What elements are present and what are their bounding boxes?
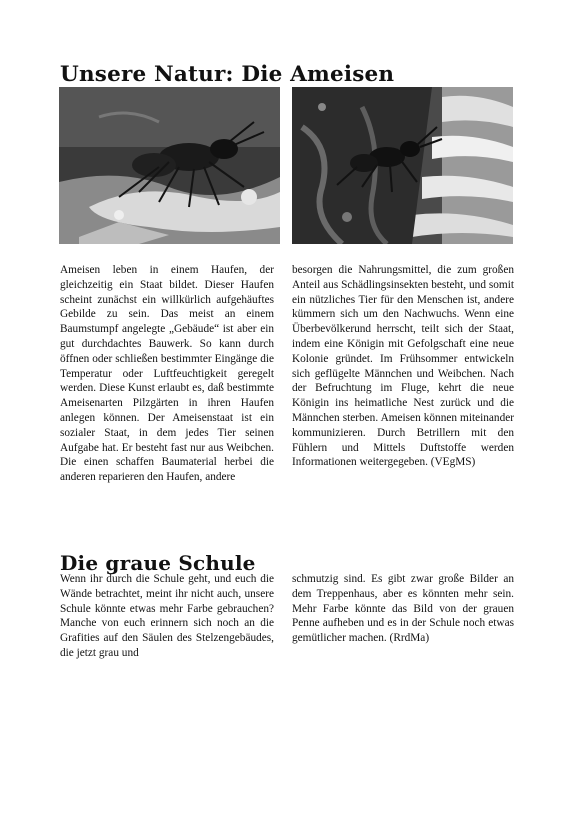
ant-on-plant-photo-icon [292, 87, 513, 244]
ant-photo-left [59, 87, 280, 244]
article-schule-text-1: Wenn ihr durch die Schule geht, und euch die Wände betrachtet, meint ihr nicht auch, unsere Schule könnte etwas mehr Farbe gebrauchen? Manche von euch erinnern sich noch an die Grafities auf den Säulen des Stelzengebäudes, die jetzt grau und [60, 573, 274, 659]
article-schule-column-1 [60, 572, 274, 661]
article-natur-text-2: besorgen die Nahrungsmittel, die zum großen Anteil aus Schädlingsinsekten besteht, und somit ein nützliches Tier für den Menschen ist, andere kümmern sich um den Nachwuchs. Wenn eine Überbevölkerund herrscht, teilt sich der Staat, indem eine Königin mit Gefolgschaft eine neue Kolonie gründet. Im Frühsommer entwickeln sich geflügelte Männchen und Weibchen. Nach der Befruchtung im Fluge, kehrt die neue Königin ins heimatliche Nest zurück und die Männchen sterben. Ameisen können miteinander kommunizieren. Durch Betrillern mit den Fühlern und Mittels Duftstoffe werden Informationen weitergegeben. (VEgMS) [292, 264, 514, 469]
article-natur-text-1: Ameisen leben in einem Haufen, der gleichzeitig ein Staat bildet. Dieser Haufen scheint zunächst ein willkürlich aufgehäuftes Gebilde zu sein. Das meist an einem Baumstumpf angelegte „Gebäude“ ist aber ein gut durchdachtes Bauwerk. So kann durch öffnen oder schließen bestimmter Eingänge die Temperatur oder Luftfeuchtigkeit geregelt werden. Diese Kunst erlaubt es, daß bestimmte Ameisenarten Pilzgärten in ihren Haufen anlegen können. Der Ameisenstaat ist ein sozialer Staat, in dem jedes Tier seinen Aufgabe hat. Er besteht fast nur aus Weibchen. Die einen schaffen Baumaterial herbei die anderen reparieren den Haufen, andere [60, 264, 274, 484]
ant-on-surface-photo-icon [59, 87, 280, 244]
article-natur-column-1 [60, 263, 274, 485]
article-title-natur: Unsere Natur: Die Ameisen [60, 62, 395, 87]
article-schule-column-2 [292, 572, 514, 646]
article-title-schule: Die graue Schule [60, 551, 256, 575]
ant-photo-right [292, 87, 513, 244]
article-schule-text-2: schmutzig sind. Es gibt zwar große Bilder an dem Treppenhaus, aber es könnten mehr sein. Mehr Farbe könnte das Bild von der grauen Penne aufheben und es in der Schule noch etwas gemütlicher machen. (RrdMa) [292, 573, 514, 645]
article-natur-column-2 [292, 263, 514, 470]
